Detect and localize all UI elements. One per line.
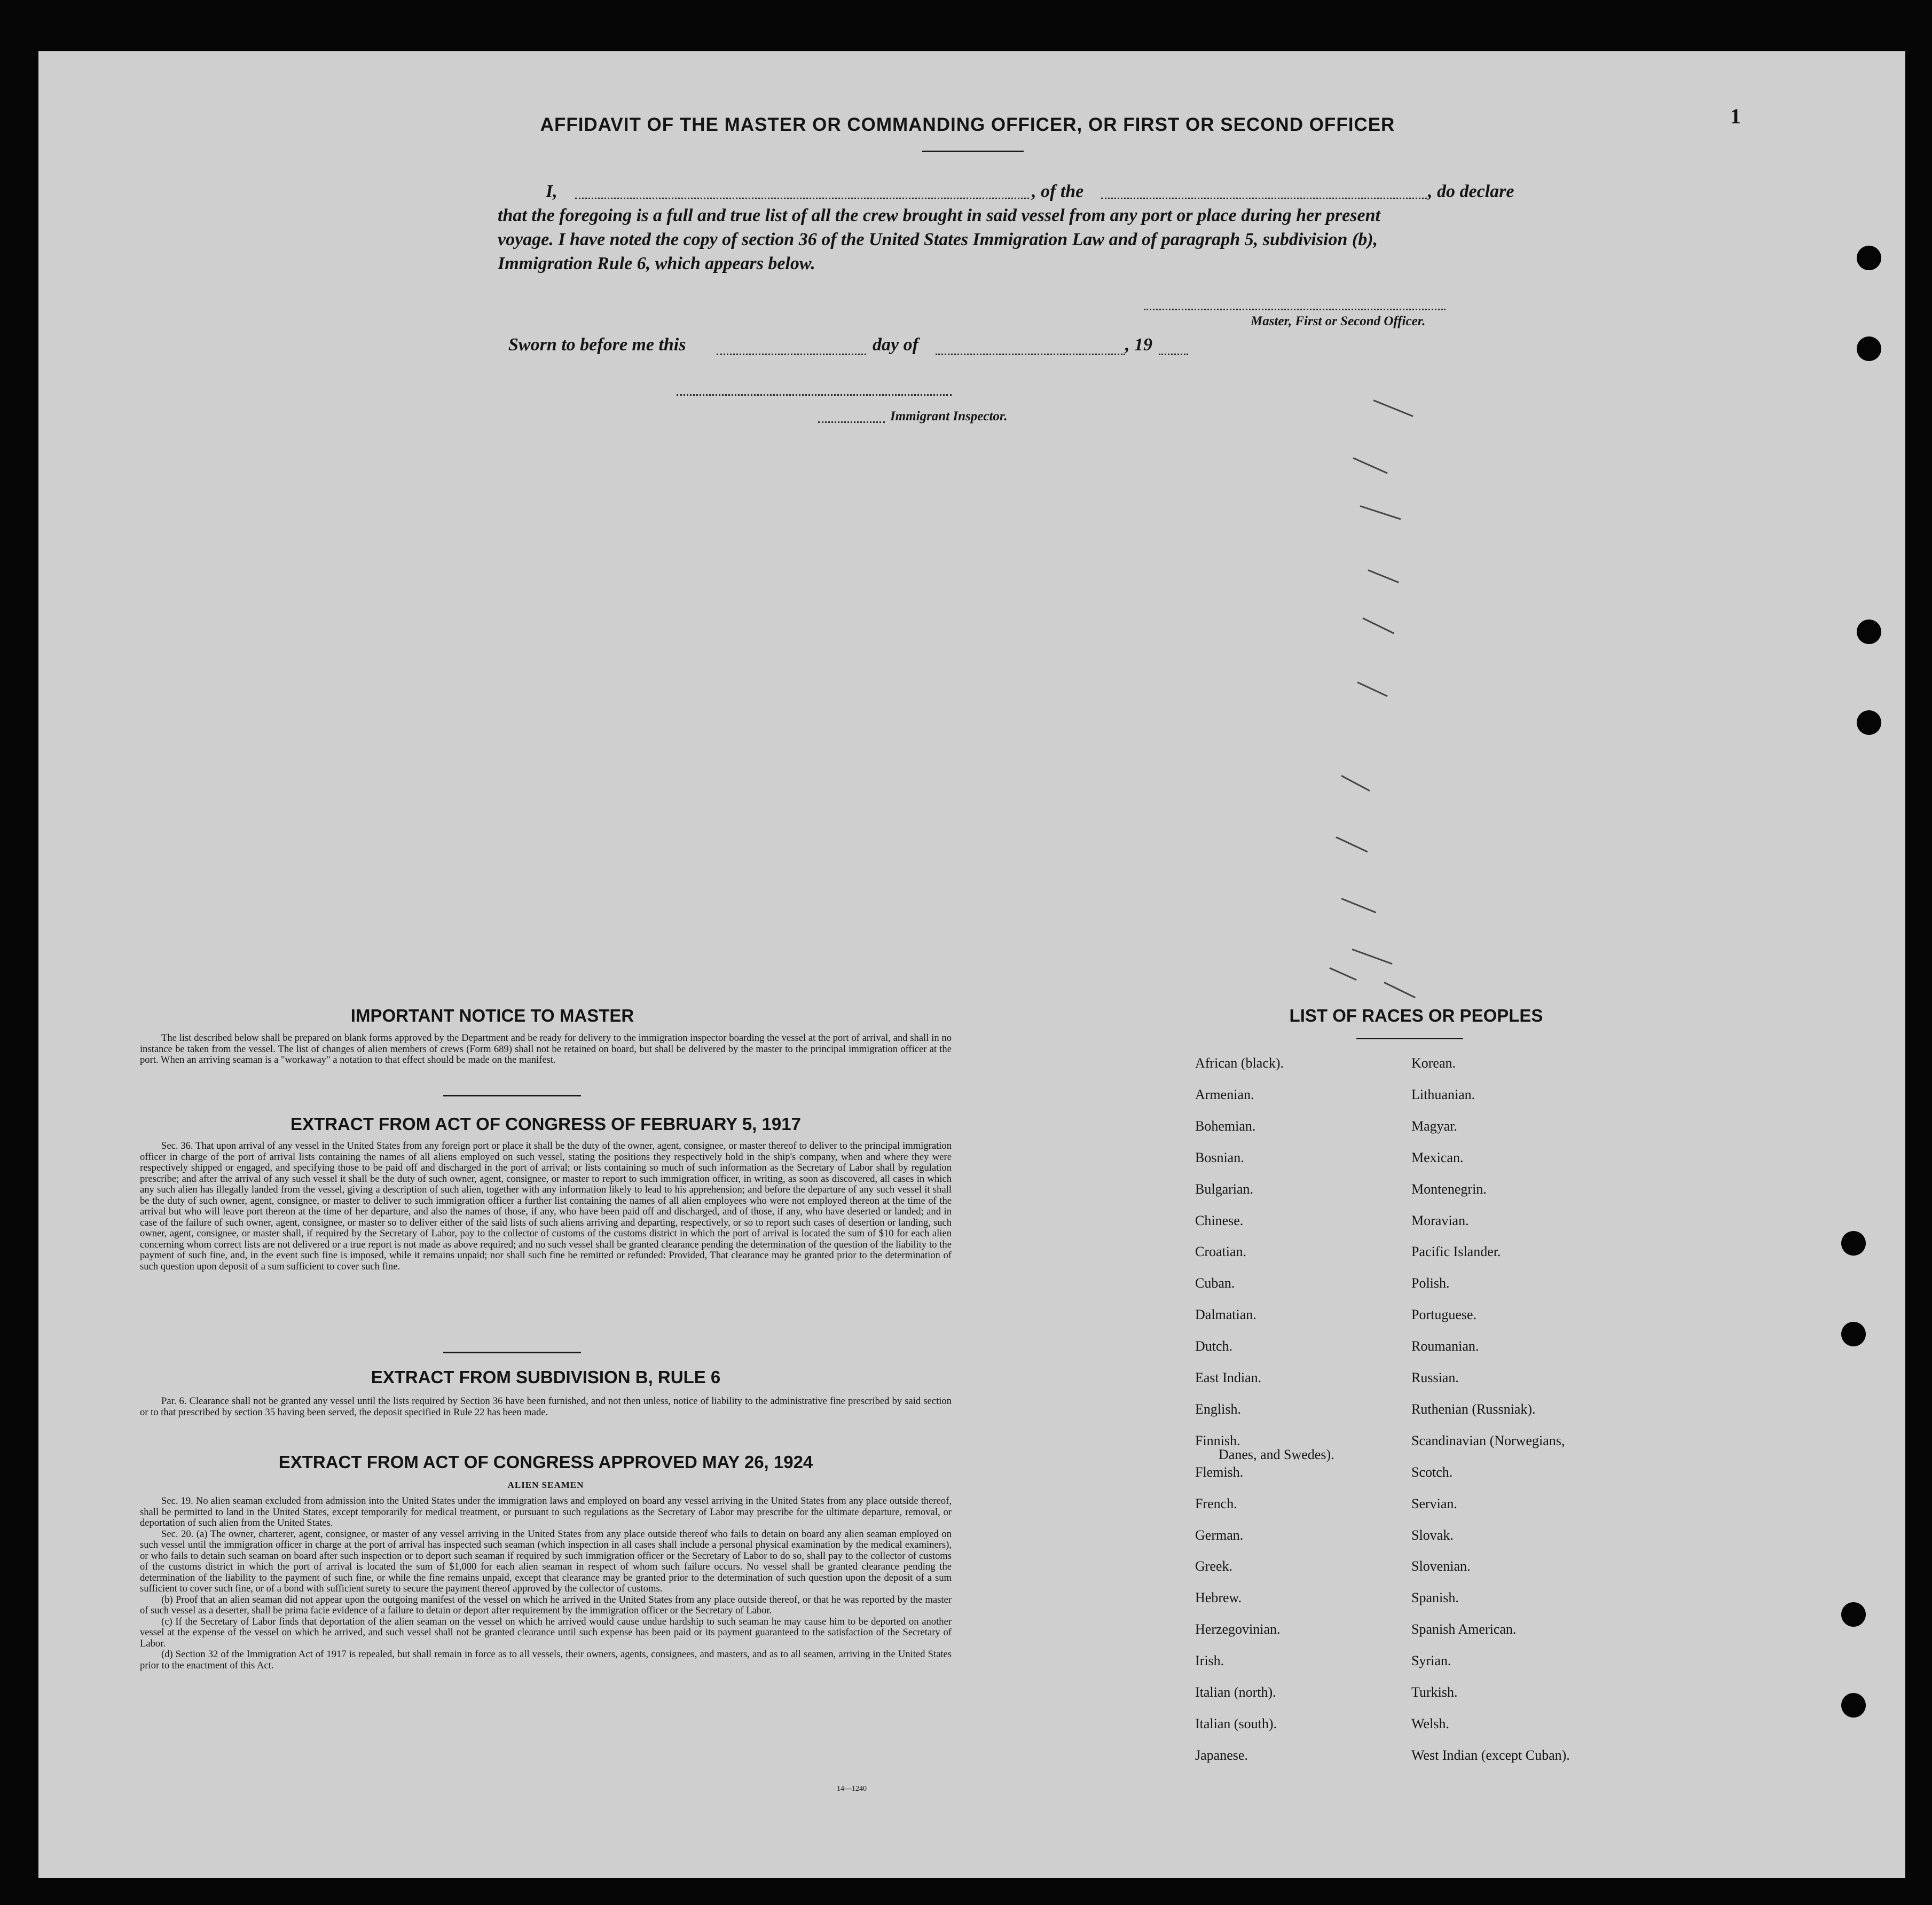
inspector-caption: Immigrant Inspector. — [890, 409, 1008, 424]
pencil-tick — [1341, 775, 1370, 791]
form-page — [38, 51, 1905, 1878]
race-item-left: Bohemian. — [1195, 1118, 1256, 1134]
race-item-right: Polish. — [1411, 1275, 1450, 1291]
race-item-right: Lithuanian. — [1411, 1086, 1475, 1102]
sec-20d-paragraph: (d) Section 32 of the Immigration Act of 1917 is repealed, but shall remain in force as to all vessels, their owners, agents, consignees, and masters, and as to all seamen, arriving in the United States prior to the enactment of this Act. — [140, 1649, 952, 1671]
race-item-left: Hebrew. — [1195, 1590, 1242, 1606]
affidavit-line-2: that the foregoing is a full and true list of all the crew brought in said vessel from any port or place during her present — [498, 206, 1380, 225]
race-item-right: Servian. — [1411, 1495, 1457, 1511]
sec-20c-paragraph: (c) If the Secretary of Labor finds that deportation of the alien seaman on the vessel on which he arrived would cause undue hardship to such seaman he may cause him to be deported on another vessel at the expense of the vessel on which he arrived, and such vessel shall not be granted clearance until such expense has been paid or its payment guaranteed to the satisfaction of the Secretary of Labor. — [140, 1616, 952, 1649]
affidavit-line-3: voyage. I have noted the copy of section 36 of the United States Immigration Law and of paragraph 5, subdivision (b), — [498, 230, 1378, 249]
sworn-year-label: , 19 — [1125, 335, 1152, 355]
master-signature-caption: Master, First or Second Officer. — [1251, 314, 1426, 328]
race-item-right: Slovenian. — [1411, 1558, 1471, 1574]
pencil-tick — [1360, 505, 1401, 520]
punch-hole — [1857, 710, 1881, 735]
pencil-tick — [1384, 982, 1416, 998]
punch-hole — [1841, 1231, 1866, 1256]
sworn-day-label: day of — [873, 335, 918, 355]
master-signature-field[interactable] — [1144, 309, 1446, 310]
affidavit-i: I, — [546, 182, 557, 201]
extract-1924-heading: EXTRACT FROM ACT OF CONGRESS APPROVED MAY 26, 1924 — [278, 1452, 813, 1472]
race-item-left: East Indian. — [1195, 1370, 1262, 1385]
race-item-right: Russian. — [1411, 1370, 1459, 1385]
rule-6-heading: EXTRACT FROM SUBDIVISION B, RULE 6 — [371, 1367, 721, 1387]
punch-hole — [1841, 1602, 1866, 1627]
notice-paragraph: The list described below shall be prepared on blank forms approved by the Department and be ready for delivery to the immigration inspector boarding the vessel at the port of arrival, and shall in no instance be taken from the vessel. The list of changes of alien members of crews (Form 689) shall not be retained on board, but shall be delivered by the master to the principal immigration officer at the port. When an arriving seaman is a "workaway" a notation to that effect should be made on the manifest. — [140, 1032, 952, 1065]
sworn-month-field[interactable] — [936, 354, 1125, 355]
affidavit-line-4: Immigration Rule 6, which appears below. — [498, 254, 815, 273]
affidavit-declare: , do declare — [1428, 182, 1514, 201]
inspector-signature-field[interactable] — [677, 394, 952, 396]
race-item-right: West Indian (except Cuban). — [1411, 1747, 1570, 1763]
race-item-right: Spanish. — [1411, 1590, 1459, 1606]
race-item-right: Ruthenian (Russniak). — [1411, 1401, 1536, 1417]
punch-hole — [1841, 1322, 1866, 1346]
sworn-year-field[interactable] — [1159, 354, 1188, 355]
race-item-right: Danes, and Swedes). — [1219, 1446, 1334, 1462]
notice-text — [140, 1033, 952, 1066]
sworn-prefix: Sworn to before me this — [508, 335, 686, 355]
race-item-left: French. — [1195, 1495, 1237, 1511]
pencil-tick — [1357, 681, 1387, 697]
punch-hole — [1857, 246, 1881, 270]
extract-1917-text — [140, 1141, 952, 1272]
race-item-right: Turkish. — [1411, 1684, 1458, 1700]
race-item-right: Scandinavian (Norwegians, — [1411, 1432, 1565, 1448]
race-item-left: English. — [1195, 1401, 1241, 1417]
race-item-left: Greek. — [1195, 1558, 1233, 1574]
race-item-left: Armenian. — [1195, 1086, 1254, 1102]
pencil-tick — [1368, 569, 1399, 583]
notice-heading: IMPORTANT NOTICE TO MASTER — [350, 1006, 634, 1025]
race-item-left: Dutch. — [1195, 1338, 1233, 1354]
race-item-right: Syrian. — [1411, 1653, 1451, 1669]
pencil-tick — [1341, 898, 1376, 913]
race-item-left: German. — [1195, 1527, 1244, 1543]
race-item-left: Italian (south). — [1195, 1715, 1277, 1731]
sec-20b-paragraph: (b) Proof that an alien seaman did not appear upon the outgoing manifest of the vessel on which he arrived in the United States from any place outside thereof, or that he was reported by the master of such vessel as a deserter, shall be prima facie evidence of a failure to detain or deport after requirement by the immigration officer or the Secretary of Labor. — [140, 1594, 952, 1616]
pencil-tick — [1336, 836, 1368, 852]
pencil-tick — [1352, 948, 1392, 965]
race-item-right: Scotch. — [1411, 1464, 1453, 1480]
inspector-lead-line — [818, 421, 885, 423]
par-6-paragraph: Par. 6. Clearance shall not be granted any vessel until the lists required by Section 36 have been furnished, and not then unless, notice of liability to the administrative fine prescribed by said section or to that prescribed by section 35 having been served, the deposit specified in Rule 22 has been made. — [140, 1396, 952, 1418]
race-item-right: Slovak. — [1411, 1527, 1454, 1543]
sec-19-paragraph: Sec. 19. No alien seaman excluded from admission into the United States under the immigration laws and employed on board any vessel arriving in the United States from any place outside thereof, shall be permitted to land in the United States, except temporarily for medical treatment, or pursuant to such regulations as the Secretary of Labor may prescribe for the ultimate departure, removal, or deportation of such alien from the United States. — [140, 1495, 952, 1528]
race-item-left: Herzegovinian. — [1195, 1621, 1281, 1637]
pencil-tick — [1373, 399, 1413, 417]
race-item-left: Irish. — [1195, 1653, 1224, 1669]
pencil-tick — [1362, 617, 1394, 634]
race-item-right: Montenegrin. — [1411, 1181, 1487, 1197]
pencil-tick — [1329, 967, 1356, 981]
alien-seamen-subheading: ALIEN SEAMEN — [507, 1480, 584, 1490]
sec-20a-paragraph: Sec. 20. (a) The owner, charterer, agent, consignee, or master of any vessel arriving in the United States from any place outside thereof who fails to detain on board any alien seaman employed on such vessel until the immigration officer in charge at the port of arrival has inspected such seaman (which inspection in all cases shall include a personal physical examination by the medical examiners), or who fails to detain such seaman on board after such inspection or to deport such seaman if required by such immigration officer or the Secretary of Labor to do so, shall pay to the collector of customs of the customs district in which the port of arrival is located the sum of $1,000 for each alien seaman in respect of whom such failure occurs. No vessel shall be granted clearance pending the determination of the liability to the payment of such fine, or while the fine remains unpaid, except that clearance may be granted prior to the determination of such question upon the deposit of a sum sufficient to cover such fine, or of a bond with sufficient surety to secure the payment thereof approved by the collector of customs. — [140, 1528, 952, 1594]
sworn-day-field[interactable] — [717, 354, 866, 355]
pencil-tick — [1353, 457, 1387, 474]
races-rule — [1356, 1038, 1463, 1039]
punch-hole — [1857, 620, 1881, 644]
race-item-right: Welsh. — [1411, 1715, 1449, 1731]
race-item-left: Cuban. — [1195, 1275, 1235, 1291]
race-item-left: Finnish. — [1195, 1432, 1240, 1448]
affidavit-heading: AFFIDAVIT OF THE MASTER OR COMMANDING OFFICER, OR FIRST OR SECOND OFFICER — [540, 114, 1395, 135]
heading-rule — [922, 151, 1024, 152]
race-item-left: Chinese. — [1195, 1212, 1244, 1228]
extract-1924-text — [140, 1496, 952, 1671]
extract-1917-heading: EXTRACT FROM ACT OF CONGRESS OF FEBRUARY 5, 1917 — [290, 1114, 801, 1134]
master-name-field[interactable] — [575, 198, 1029, 199]
rule-6-text — [140, 1396, 952, 1418]
section-rule — [443, 1352, 581, 1353]
race-item-right: Magyar. — [1411, 1118, 1457, 1134]
race-item-left: Dalmatian. — [1195, 1307, 1256, 1323]
race-item-right: Mexican. — [1411, 1149, 1464, 1165]
race-item-right: Portuguese. — [1411, 1307, 1477, 1323]
race-item-right: Moravian. — [1411, 1212, 1469, 1228]
punch-hole — [1857, 336, 1881, 361]
sec-36-paragraph: Sec. 36. That upon arrival of any vessel in the United States from any foreign port or place it shall be the duty of the owner, agent, consignee, or master thereof to deliver to the principal immigration officer in charge of the port of arrival lists containing the names of all aliens employed on such vessel, stating the positions they respectively hold in the ship's company, when and where they were respectively shipped or engaged, and specifying those to be paid off and discharged in the port of arrival; or lists containing so much of such information as the Secretary of Labor shall by regulation prescribe; and after the arrival of any such vessel it shall be the duty of such owner, agent, consignee, or master to report to such immigration officer, in writing, as soon as discovered, all cases in which any such alien has illegally landed from the vessel, giving a description of such alien, together with any information likely to lead to his apprehension; and before the departure of any such vessel it shall be the duty of such owner, agent, consignee, or master to deliver to such immigration officer a further list containing the names of all alien employees who were not employed thereon at the time of the arrival but who will leave port thereon at the time of her departure, and also the names of those, if any, who have been paid off and discharged, and of those, if any, who have deserted or landed; and in case of the failure of such owner, agent, consignee, or master so to deliver either of the said lists of such aliens arriving and departing, respectively, or so to report such cases of desertion or landing, such owner, agent, consignee, or master shall, if required by the Secretary of Labor, pay to the collector of customs of the customs district in which the port of arrival is located the sum of $10 for each alien concerning whom correct lists are not delivered or a true report is not made as above required; and no such vessel shall be granted clearance pending the determination of the question of the liability to the payment of such fine, and, in the event such fine is imposed, while it remains unpaid; nor shall such fine be remitted or refunded: Provided, That clearance may be granted prior to the determination of such question upon deposit of a sum sufficient to cover such fine. — [140, 1140, 952, 1272]
race-item-left: Italian (north). — [1195, 1684, 1276, 1700]
race-item-left: Bosnian. — [1195, 1149, 1244, 1165]
vessel-name-field[interactable] — [1101, 198, 1427, 199]
race-item-right: Korean. — [1411, 1055, 1456, 1071]
section-rule — [443, 1095, 581, 1096]
race-item-left: African (black). — [1195, 1055, 1284, 1071]
race-item-right: Spanish American. — [1411, 1621, 1517, 1637]
race-item-left: Japanese. — [1195, 1747, 1248, 1763]
form-code: 14—1240 — [837, 1785, 867, 1793]
affidavit-of-the: , of the — [1032, 182, 1084, 201]
races-heading: LIST OF RACES OR PEOPLES — [1289, 1006, 1543, 1025]
race-item-left: Bulgarian. — [1195, 1181, 1254, 1197]
race-item-right: Roumanian. — [1411, 1338, 1479, 1354]
page-number: 1 — [1730, 104, 1741, 128]
punch-hole — [1841, 1693, 1866, 1718]
race-item-left: Flemish. — [1195, 1464, 1244, 1480]
race-item-left: Croatian. — [1195, 1244, 1247, 1260]
race-item-right: Pacific Islander. — [1411, 1244, 1501, 1260]
